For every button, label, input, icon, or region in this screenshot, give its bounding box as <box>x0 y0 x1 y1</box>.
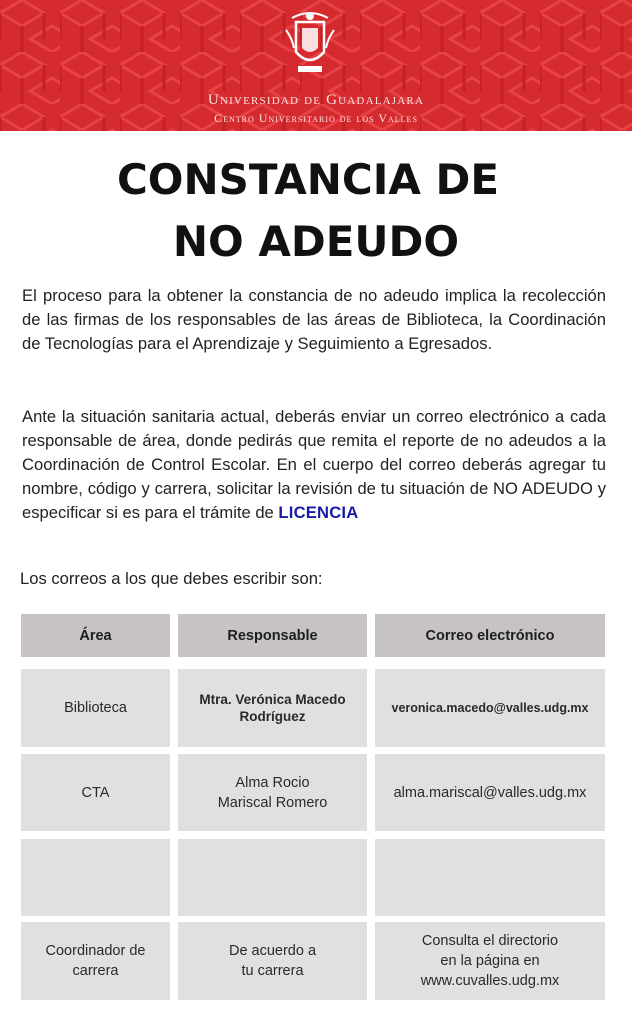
table-header-area: Área <box>21 614 170 657</box>
directory-line: Consulta el directorio <box>421 933 559 949</box>
page-title-line-1: CONSTANCIA DE <box>116 155 500 204</box>
responsable-line: Mariscal Romero <box>217 794 328 811</box>
table-cell-email[interactable]: veronica.macedo@valles.udg.mx <box>375 669 605 747</box>
table-cell-area: CTA <box>21 754 170 831</box>
instructions-paragraph <box>22 405 606 525</box>
university-crest-logo <box>282 8 338 80</box>
emails-intro: Los correos a los que debes escribir son: <box>20 569 323 588</box>
university-name: Universidad de Guadalajara <box>207 92 425 108</box>
header-banner <box>0 0 632 131</box>
directory-link[interactable]: www.cuvalles.udg.mx <box>420 973 560 989</box>
table-cell-empty <box>21 839 170 916</box>
table-cell-responsable <box>178 754 367 831</box>
responsable-line: Mtra. Verónica Macedo <box>199 692 346 707</box>
licencia-keyword: LICENCIA <box>278 503 359 522</box>
responsable-line: Rodríguez <box>239 709 306 724</box>
table-cell-directory-note <box>375 922 605 1000</box>
table-cell-email[interactable]: alma.mariscal@valles.udg.mx <box>375 754 605 831</box>
responsable-line: Alma Rocio <box>235 774 310 791</box>
table-header-responsable: Responsable <box>178 614 367 657</box>
table-cell-area <box>21 922 170 1000</box>
campus-name: Centro Universitario de los Valles <box>214 111 418 125</box>
directory-line: en la página en <box>440 953 540 969</box>
table-cell-responsable <box>178 669 367 747</box>
table-cell-responsable <box>178 922 367 1000</box>
table-cell-area: Biblioteca <box>21 669 170 747</box>
table-cell-empty <box>375 839 605 916</box>
area-line: Coordinador de <box>45 943 146 959</box>
page-title-line-2: NO ADEUDO <box>172 217 460 266</box>
instructions-text: Ante la situación sanitaria actual, deberás enviar un correo electrónico a cada responsable de área, donde pedirás que remita el reporte de no adeudos a la Coordinación de Control Escolar. En el cuerpo del correo deberás agregar tu nombre, código y carrera, solicitar la revisión de tu situación de NO ADEUDO y especificar si es para el trámite de <box>22 407 606 522</box>
responsable-line: De acuerdo a <box>228 943 317 959</box>
responsable-line: tu carrera <box>241 963 304 979</box>
area-line: carrera <box>72 963 119 979</box>
table-header-correo: Correo electrónico <box>375 614 605 657</box>
table-cell-empty <box>178 839 367 916</box>
process-paragraph: El proceso para la obtener la constancia de no adeudo implica la recolección de las firmas de los responsables de las áreas de Biblioteca, la Coordinación de Tecnologías para el Aprendizaje y Seguimiento a Egresados. <box>22 286 606 353</box>
